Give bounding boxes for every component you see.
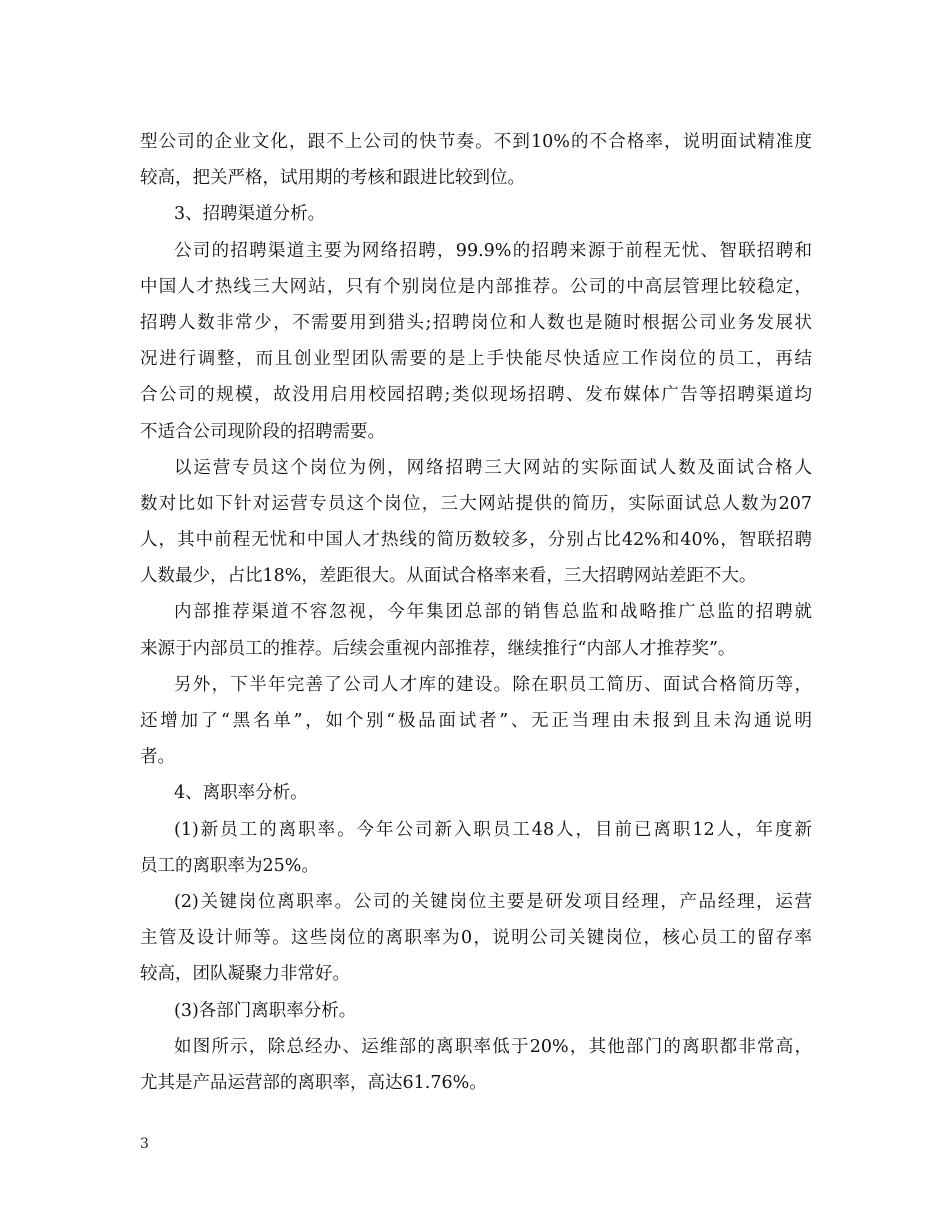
text-line: 中国人才热线三大网站，只有个别岗位是内部推荐。公司的中高层管理比较稳定， (140, 276, 812, 297)
text-line: 以运营专员这个岗位为例，网络招聘三大网站的实际面试人数及面试合格人 (174, 457, 812, 478)
text-line: 尤其是产品运营部的离职率，高达61.76%。 (140, 1072, 487, 1093)
text-line: 者。 (140, 747, 175, 768)
text-line: 内部推荐渠道不容忽视，今年集团总部的销售总监和战略推广总监的招聘就 (174, 602, 812, 623)
text-line: 人数最少，占比18%，差距很大。从面试合格率来看，三大招聘网站差距不大。 (140, 566, 757, 587)
text-line: 主管及设计师等。这些岗位的离职率为0，说明公司关键岗位，核心员工的留存率 (140, 928, 812, 949)
text-line: 如图所示，除总经办、运维部的离职率低于20%，其他部门的离职都非常高， (174, 1036, 812, 1057)
text-line: 较高，团队凝聚力非常好。 (140, 964, 350, 985)
text-line: (3)各部门离职率分析。 (174, 1000, 357, 1021)
text-line: 较高，把关严格，试用期的考核和跟进比较到位。 (140, 168, 525, 189)
text-line: 4、离职率分析。 (174, 783, 308, 804)
text-line: 合公司的规模，故没用启用校园招聘;类似现场招聘、发布媒体广告等招聘渠道均 (140, 385, 812, 406)
text-line: 另外，下半年完善了公司人才库的建设。除在职员工简历、面试合格简历等， (174, 674, 812, 695)
text-line: 型公司的企业文化，跟不上公司的快节奏。不到10%的不合格率，说明面试精准度 (140, 132, 812, 152)
text-line: 不适合公司现阶段的招聘需要。 (140, 421, 385, 442)
text-line: 来源于内部员工的推荐。后续会重视内部推荐，继续推行“内部人才推荐奖”。 (140, 638, 736, 659)
body-text (140, 124, 812, 1101)
text-line: 况进行调整，而且创业型团队需要的是上手快能尽快适应工作岗位的员工，再结 (140, 349, 812, 370)
text-line: (1)新员工的离职率。今年公司新入职员工48人，目前已离职12人，年度新 (174, 819, 812, 840)
text-line: (2)关键岗位离职率。公司的关键岗位主要是研发项目经理，产品经理，运营 (174, 891, 812, 912)
text-line: 人，其中前程无忧和中国人才热线的简历数较多，分别占比42%和40%，智联招聘 (140, 530, 812, 551)
text-line: 公司的招聘渠道主要为网络招聘，99.9%的招聘来源于前程无忧、智联招聘和 (174, 240, 812, 261)
text-line: 3、招聘渠道分析。 (174, 204, 326, 225)
text-line: 数对比如下针对运营专员这个岗位，三大网站提供的简历，实际面试总人数为207 (140, 493, 812, 514)
page-number: 3 (140, 1136, 149, 1152)
text-line: 还增加了“黑名单”，如个别“极品面试者”、无正当理由未报到且未沟通说明 (140, 711, 812, 731)
text-line: 员工的离职率为25%。 (140, 855, 319, 876)
text-line: 招聘人数非常少，不需要用到猎头;招聘岗位和人数也是随时根据公司业务发展状 (140, 312, 812, 333)
